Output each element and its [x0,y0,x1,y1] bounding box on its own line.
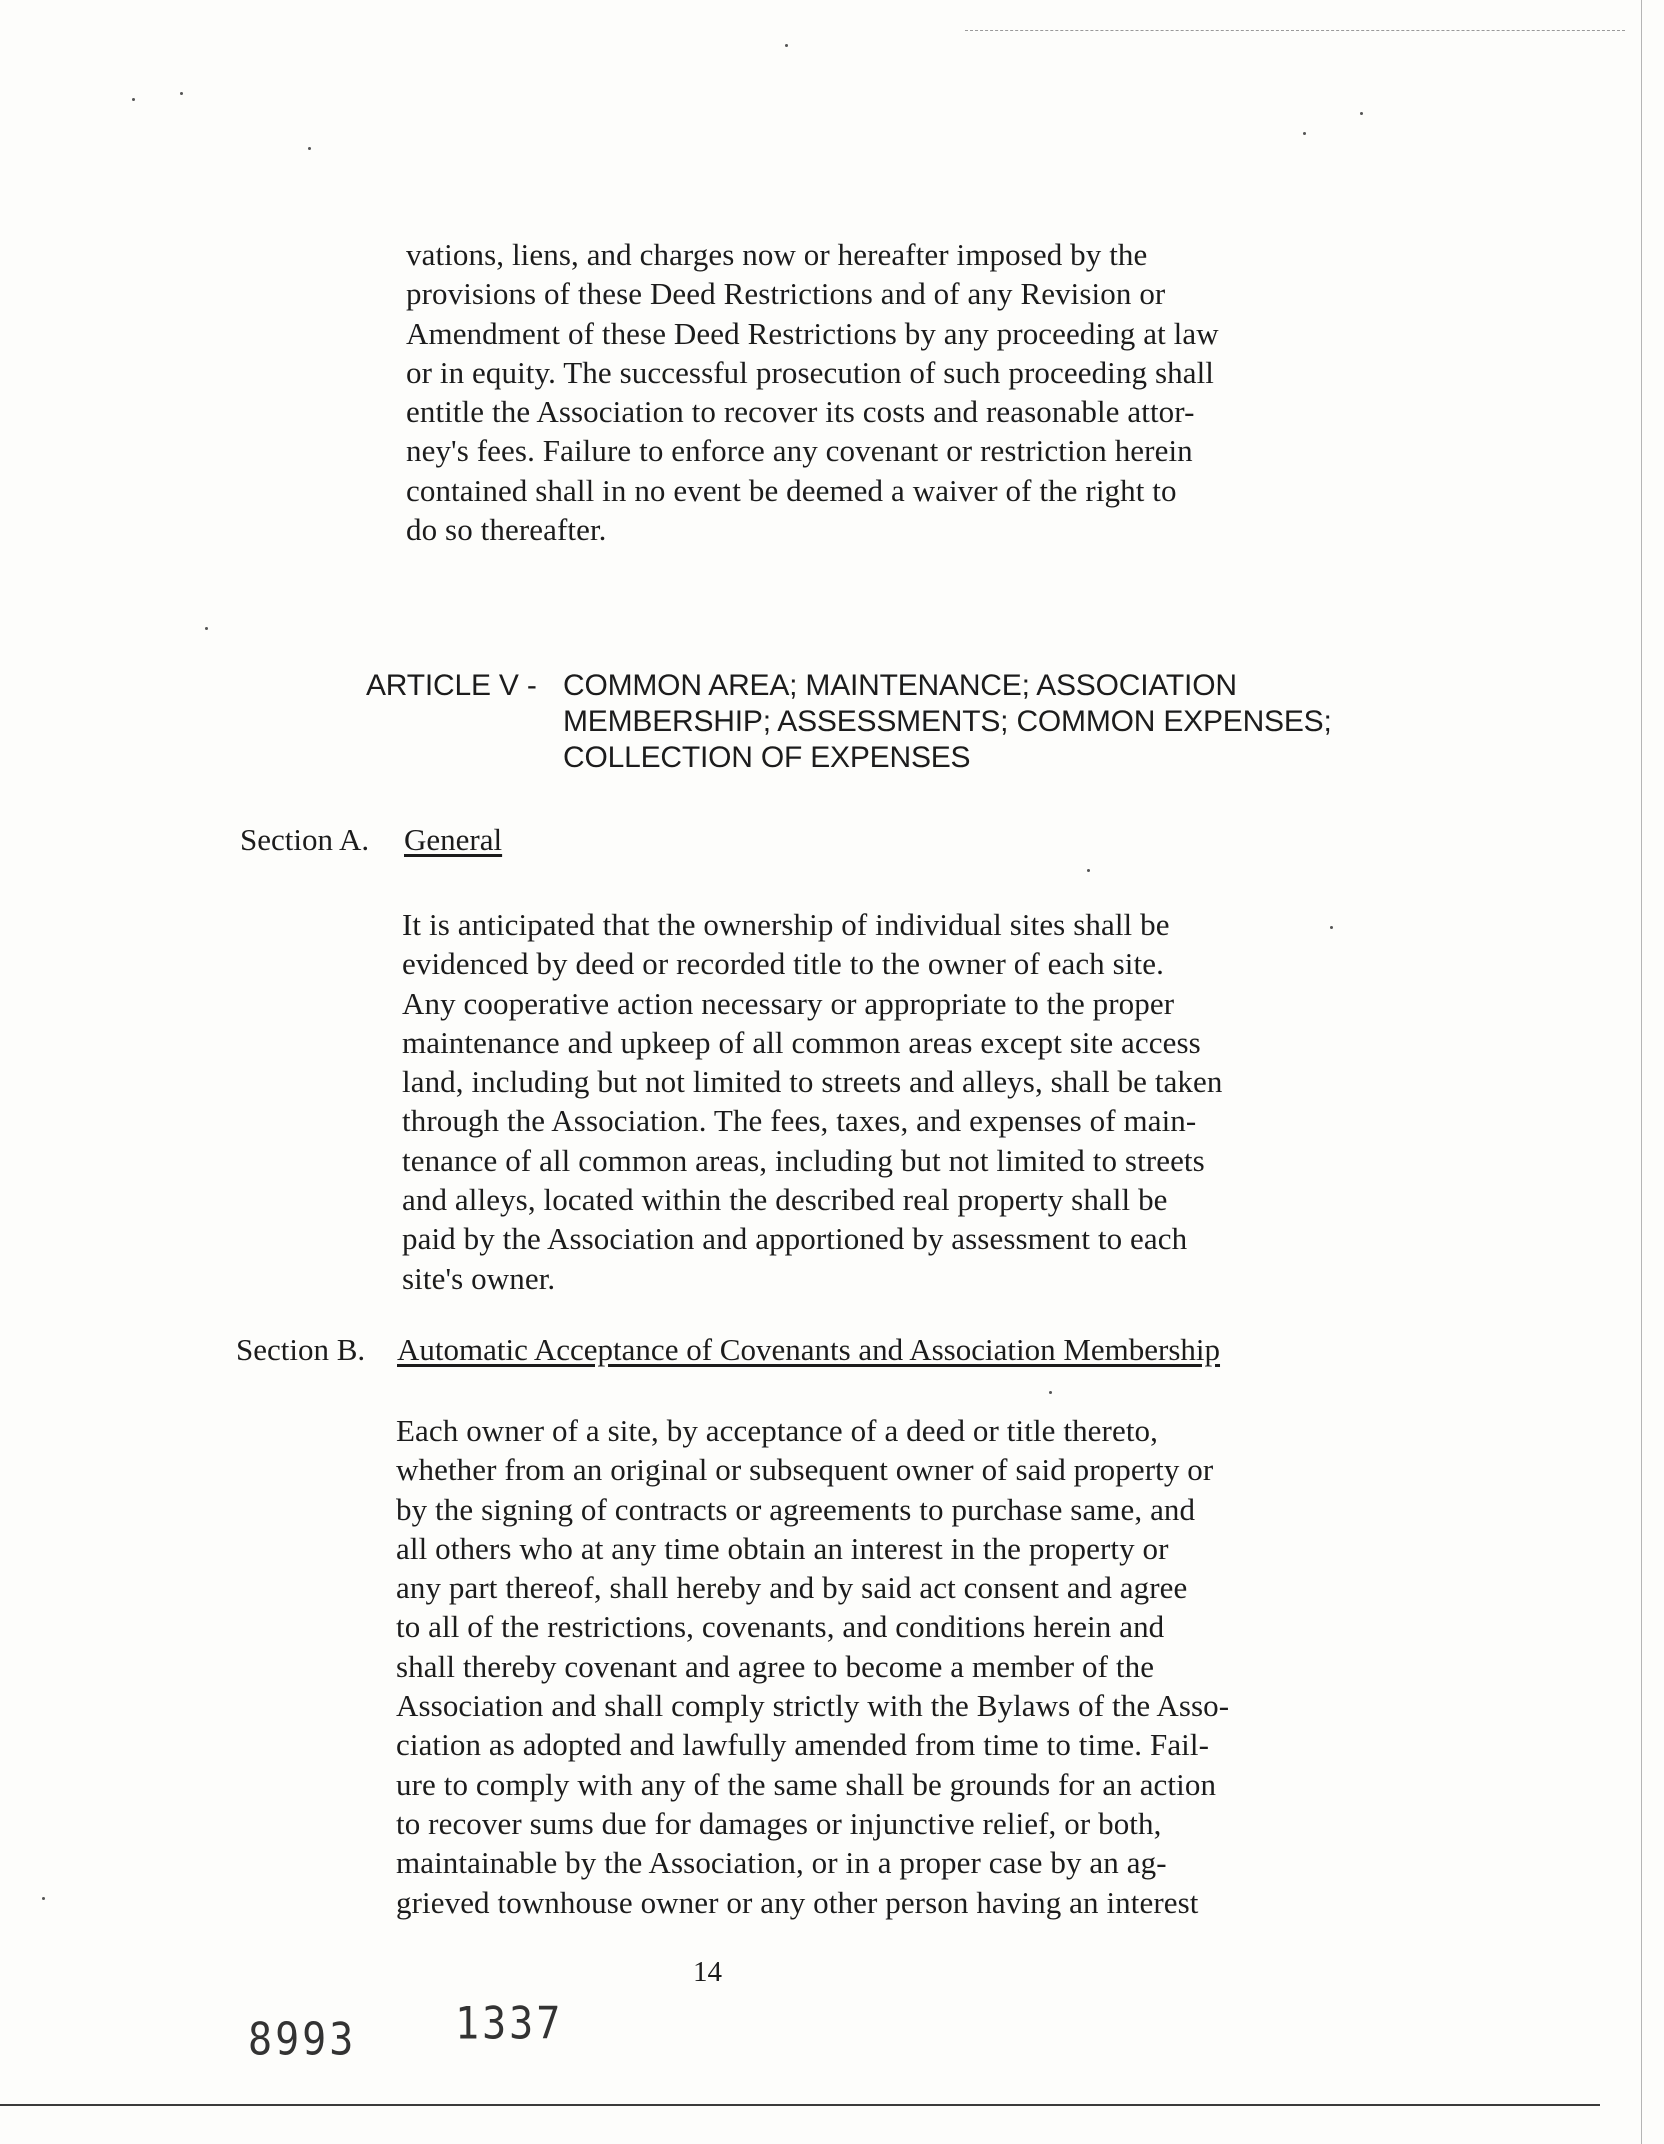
section-a-body: It is anticipated that the ownership of individual sites shall be evidenced by deed or recorded title to the owner of each site. Any cooperative action necessary or appropriate to the proper maintenance and upkeep of all common areas except site access land, including but not limited to streets and alleys, shall be taken through the Association. The fees, taxes, and expenses of main- tenance of all common areas, including but not limited to streets and alleys, located within the described real property shall be paid by the Association and apportioned by assessment to each site's owner. [402,907,1223,1296]
scan-speck [1360,112,1363,115]
section-a-label: Section A. [240,822,370,857]
scan-speck [1049,1391,1052,1394]
section-b-title: Automatic Acceptance of Covenants and Association Membership [397,1332,1221,1367]
scan-speck [42,1897,45,1900]
right-scan-edge [1641,0,1642,2144]
scan-speck [1087,869,1090,872]
bottom-scan-rule [0,2104,1600,2106]
scan-speck [785,44,788,47]
recording-stamp-page: 1337 [455,1998,564,2050]
section-b-body: Each owner of a site, by acceptance of a deed or title thereto, whether from an original or subsequent owner of said property or by the signing of contracts or agreements to purchase same, and all others who at any time obtain an interest in the property or any part thereof, shall hereby and by said act consent and agree to all of the restrictions, covenants, and conditions herein and shall thereby covenant and agree to become a member of the Association and shall comply strictly with the Bylaws of the Asso- ciation as adopted and lawfully amended from time to time. Fail- ure to comply with any of the same shall be grounds for an action to recover sums due for damages or injunctive relief, or both, maintainable by the Association, or in a proper case by an ag- grieved townhouse owner or any other person having an interest [396,1413,1230,1920]
scan-speck [308,147,311,150]
article-title: COMMON AREA; MAINTENANCE; ASSOCIATION MEMBERSHIP; ASSESSMENTS; COMMON EXPENSES; COLLECTION OF EXPENSES [563,669,1332,774]
top-scan-rule [965,30,1625,31]
section-b-label: Section B. [236,1332,366,1367]
article-label: ARTICLE V - [366,669,537,702]
scan-speck [205,627,208,630]
scan-speck [132,98,135,101]
section-a-title: General [404,822,503,857]
page-number: 14 [693,1956,722,1988]
scan-speck [180,92,183,95]
recording-stamp-book: 8993 [248,2014,357,2066]
continued-paragraph: vations, liens, and charges now or hereafter imposed by the provisions of these Deed Restrictions and of any Revision or Amendment of these Deed Restrictions by any proceeding at law or in equity. The successful prosecution of such proceeding shall entitle the Association to recover its costs and reasonable attor- ney's fees. Failure to enforce any covenant or restriction herein contained shall in no event be deemed a waiver of the right to do so thereafter. [406,237,1219,548]
scan-speck [1303,132,1306,135]
